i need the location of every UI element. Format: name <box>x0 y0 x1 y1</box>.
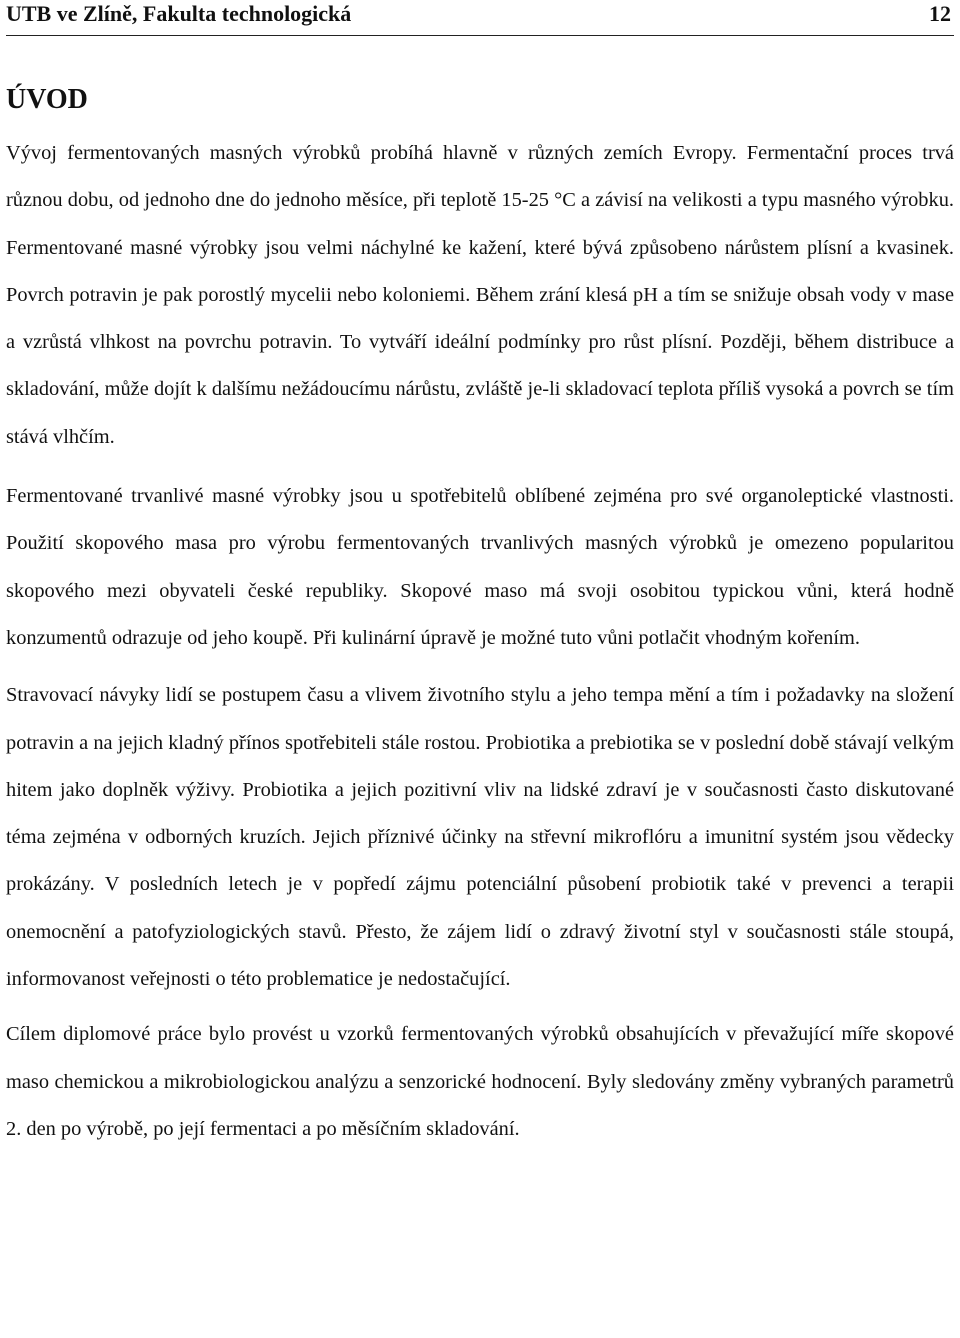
paragraph-fermentation: Vývoj fermentovaných masných výrobků probíhá hlavně v různých zemích Evropy. Fermentační proces trvá různou dobu, od jednoho dne do jednoho měsíce, při teplotě 15-25 °C a závisí na velikosti a typu masného výrobku. Fermentované masné výrobky jsou velmi náchylné ke kažení, které bývá způsobeno nárůstem plísní a kvasinek. Povrch potravin je pak porostlý mycelii nebo koloniemi. Během zrání klesá pH a tím se snižuje obsah vody v mase a vzrůstá vlhkost na povrchu potravin. To vytváří ideální podmínky pro růst plísní. Později, během distribuce a skladování, může dojít k dalšímu nežádoucímu nárůstu, zvláště je-li skladovací teplota příliš vysoká a povrch se tím stává vlhčím. <box>6 142 954 448</box>
header-title: UTB ve Zlíně, Fakulta technologická <box>6 1 352 26</box>
page-number: 12 <box>929 1 951 26</box>
running-header <box>6 0 954 36</box>
paragraph-probiotics: Stravovací návyky lidí se postupem času a vlivem životního stylu a jeho tempa mění a tím i požadavky na složení potravin a na jejich kladný přínos spotřebiteli stále rostou. Probiotika a prebiotika se v poslední době stávají velkým hitem jako doplněk výživy. Probiotika a jejich pozitivní vliv na lidské zdraví je v současnosti často diskutované téma zejména v odborných kruzích. Jejich příznivé účinky na střevní mikroflóru a imunitní systém jsou vědecky prokázány. V posledních letech je v popředí zájmu potenciální působení probiotik také v prevenci a terapii onemocnění a patofyziologických stavů. Přesto, že zájem lidí o zdravý životní styl v současnosti stále stoupá, informovanost veřejnosti o této problematice je nedostačující. <box>6 684 954 991</box>
paragraph-thesis-aim: Cílem diplomové práce bylo provést u vzorků fermentovaných výrobků obsahujících v převažující míře skopové maso chemickou a mikrobiologickou analýzu a senzorické hodnocení. Byly sledovány změny vybraných parametrů 2. den po výrobě, po její fermentaci a po měsíčním skladování. <box>6 1023 954 1140</box>
section-heading: ÚVOD <box>6 84 88 115</box>
paragraph-mutton: Fermentované trvanlivé masné výrobky jsou u spotřebitelů oblíbené zejména pro své organoleptické vlastnosti. Použití skopového masa pro výrobu fermentovaných trvanlivých masných výrobků je omezeno popularitou skopového mezi obyvateli české republiky. Skopové maso má svoji osobitou typickou vůni, která hodně konzumentů odrazuje od jeho koupě. Při kulinární úpravě je možné tuto vůni potlačit vhodným kořením. <box>6 485 954 649</box>
